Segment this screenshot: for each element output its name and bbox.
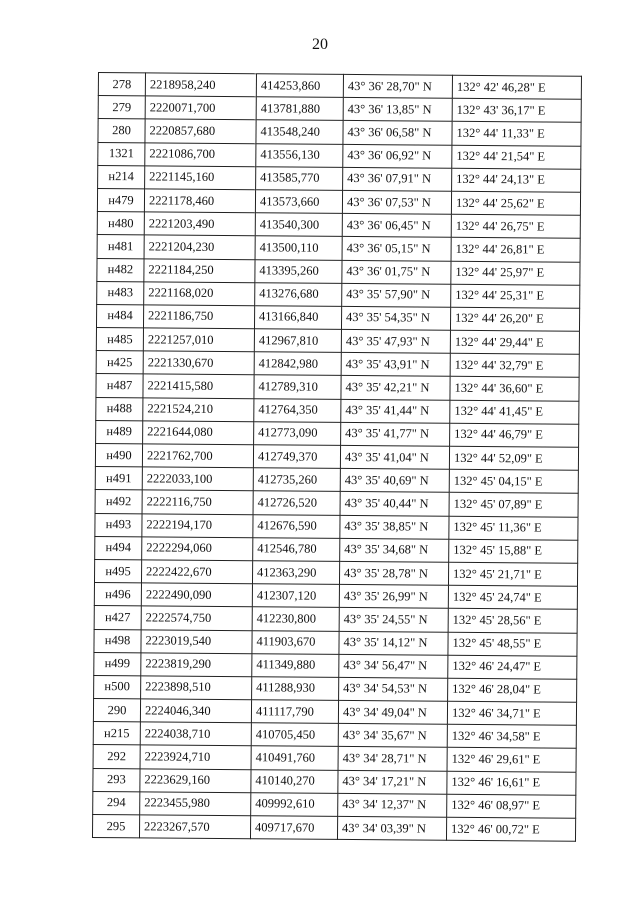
y-coordinate-cell: 411288,930 <box>252 677 339 701</box>
x-coordinate-cell: 2222574,750 <box>141 606 252 630</box>
point-number-cell: н498 <box>94 629 141 653</box>
y-coordinate-cell: 411349,880 <box>252 653 339 677</box>
longitude-cell: 132° 46' 16,61" E <box>447 771 576 795</box>
y-coordinate-cell: 411903,670 <box>252 630 339 654</box>
x-coordinate-cell: 2223819,290 <box>141 653 252 677</box>
longitude-cell: 132° 45' 11,36" E <box>449 516 578 540</box>
longitude-cell: 132° 46' 34,58" E <box>447 725 576 749</box>
x-coordinate-cell: 2224046,340 <box>140 699 251 723</box>
longitude-cell: 132° 44' 46,79" E <box>450 423 579 447</box>
y-coordinate-cell: 412764,350 <box>254 398 341 422</box>
latitude-cell: 43° 35' 41,77" N <box>341 422 450 446</box>
latitude-cell: 43° 35' 41,04" N <box>340 445 449 469</box>
point-number-cell: н479 <box>97 188 144 212</box>
point-number-cell: н494 <box>95 536 142 560</box>
x-coordinate-cell: 2222294,060 <box>142 537 253 561</box>
point-number-cell: н493 <box>95 513 142 537</box>
point-number-cell: 290 <box>93 699 140 723</box>
x-coordinate-cell: 2221257,010 <box>143 328 254 352</box>
x-coordinate-cell: 2220071,700 <box>145 96 256 120</box>
y-coordinate-cell: 413166,840 <box>254 306 341 330</box>
longitude-cell: 132° 44' 11,33" E <box>452 122 581 146</box>
x-coordinate-cell: 2223267,570 <box>139 815 250 839</box>
x-coordinate-cell: 2222490,090 <box>141 583 252 607</box>
y-coordinate-cell: 410491,760 <box>251 746 338 770</box>
latitude-cell: 43° 35' 57,90" N <box>342 283 451 307</box>
x-coordinate-cell: 2221203,490 <box>144 212 255 236</box>
y-coordinate-cell: 412967,810 <box>254 329 341 353</box>
point-number-cell: н484 <box>96 304 143 328</box>
latitude-cell: 43° 36' 13,85" N <box>343 98 452 122</box>
latitude-cell: 43° 34' 49,04" N <box>338 700 447 724</box>
x-coordinate-cell: 2221145,160 <box>145 166 256 190</box>
longitude-cell: 132° 44' 52,09" E <box>449 446 578 470</box>
x-coordinate-cell: 2221762,700 <box>142 444 253 468</box>
latitude-cell: 43° 34' 35,67" N <box>338 724 447 748</box>
longitude-cell: 132° 44' 21,54" E <box>452 145 581 169</box>
y-coordinate-cell: 413556,130 <box>256 143 343 167</box>
longitude-cell: 132° 44' 29,44" E <box>450 330 579 354</box>
x-coordinate-cell: 2221168,020 <box>144 282 255 306</box>
longitude-cell: 132° 46' 24,47" E <box>448 655 577 679</box>
latitude-cell: 43° 34' 28,71" N <box>338 747 447 771</box>
y-coordinate-cell: 410705,450 <box>251 723 338 747</box>
point-number-cell: н492 <box>95 490 142 514</box>
point-number-cell: н425 <box>96 351 143 375</box>
longitude-cell: 132° 43' 36,17" E <box>452 98 581 122</box>
y-coordinate-cell: 413540,300 <box>255 213 342 237</box>
latitude-cell: 43° 35' 26,99" N <box>339 585 448 609</box>
y-coordinate-cell: 413781,880 <box>256 97 343 121</box>
x-coordinate-cell: 2224038,710 <box>140 722 251 746</box>
y-coordinate-cell: 413573,660 <box>255 190 342 214</box>
table-row <box>92 814 575 841</box>
x-coordinate-cell: 2221644,080 <box>143 421 254 445</box>
x-coordinate-cell: 2223455,980 <box>140 792 251 816</box>
longitude-cell: 132° 46' 00,72" E <box>446 817 575 841</box>
x-coordinate-cell: 2221204,230 <box>144 235 255 259</box>
y-coordinate-cell: 409992,610 <box>251 793 338 817</box>
latitude-cell: 43° 34' 56,47" N <box>339 654 448 678</box>
point-number-cell: н496 <box>94 583 141 607</box>
longitude-cell: 132° 44' 25,97" E <box>451 261 580 285</box>
x-coordinate-cell: 2222116,750 <box>142 490 253 514</box>
x-coordinate-cell: 2221184,250 <box>144 258 255 282</box>
latitude-cell: 43° 35' 14,12" N <box>339 631 448 655</box>
point-number-cell: 294 <box>93 791 140 815</box>
x-coordinate-cell: 2223924,710 <box>140 745 251 769</box>
latitude-cell: 43° 35' 40,69" N <box>340 469 449 493</box>
latitude-cell: 43° 34' 54,53" N <box>339 677 448 701</box>
coordinates-table-body <box>92 73 581 842</box>
latitude-cell: 43° 34' 03,39" N <box>337 816 446 840</box>
longitude-cell: 132° 44' 41,45" E <box>450 400 579 424</box>
latitude-cell: 43° 35' 38,85" N <box>340 515 449 539</box>
longitude-cell: 132° 45' 28,56" E <box>448 609 577 633</box>
point-number-cell: н483 <box>97 281 144 305</box>
y-coordinate-cell: 412546,780 <box>253 537 340 561</box>
latitude-cell: 43° 35' 40,44" N <box>340 492 449 516</box>
y-coordinate-cell: 412773,090 <box>254 422 341 446</box>
longitude-cell: 132° 44' 26,75" E <box>451 214 580 238</box>
point-number-cell: н488 <box>96 397 143 421</box>
point-number-cell: н487 <box>96 374 143 398</box>
longitude-cell: 132° 46' 28,04" E <box>448 678 577 702</box>
point-number-cell: н500 <box>94 675 141 699</box>
x-coordinate-cell: 2223629,160 <box>140 768 251 792</box>
y-coordinate-cell: 412749,370 <box>253 445 340 469</box>
latitude-cell: 43° 35' 24,55" N <box>339 608 448 632</box>
x-coordinate-cell: 2221086,700 <box>145 142 256 166</box>
coordinates-table <box>92 72 582 842</box>
x-coordinate-cell: 2221415,580 <box>143 374 254 398</box>
x-coordinate-cell: 2223898,510 <box>141 676 252 700</box>
point-number-cell: н490 <box>95 443 142 467</box>
x-coordinate-cell: 2218958,240 <box>145 73 256 97</box>
latitude-cell: 43° 35' 54,35" N <box>341 306 450 330</box>
y-coordinate-cell: 409717,670 <box>250 816 337 840</box>
point-number-cell: н427 <box>94 606 141 630</box>
point-number-cell: н214 <box>98 165 145 189</box>
point-number-cell: н491 <box>95 467 142 491</box>
longitude-cell: 132° 45' 24,74" E <box>448 585 577 609</box>
latitude-cell: 43° 36' 06,45" N <box>342 214 451 238</box>
x-coordinate-cell: 2221330,670 <box>143 351 254 375</box>
latitude-cell: 43° 36' 06,92" N <box>343 144 452 168</box>
y-coordinate-cell: 413276,680 <box>255 282 342 306</box>
longitude-cell: 132° 46' 29,61" E <box>447 748 576 772</box>
point-number-cell: н495 <box>94 559 141 583</box>
y-coordinate-cell: 412726,520 <box>253 491 340 515</box>
point-number-cell: н499 <box>94 652 141 676</box>
latitude-cell: 43° 35' 43,91" N <box>341 353 450 377</box>
y-coordinate-cell: 412735,260 <box>253 468 340 492</box>
longitude-cell: 132° 42' 46,28" E <box>452 75 581 99</box>
longitude-cell: 132° 46' 08,97" E <box>447 794 576 818</box>
point-number-cell: 278 <box>98 73 145 97</box>
y-coordinate-cell: 411117,790 <box>251 700 338 724</box>
y-coordinate-cell: 410140,270 <box>251 769 338 793</box>
y-coordinate-cell: 412789,310 <box>254 375 341 399</box>
y-coordinate-cell: 412842,980 <box>254 352 341 376</box>
longitude-cell: 132° 45' 07,89" E <box>449 493 578 517</box>
x-coordinate-cell: 2222194,170 <box>142 513 253 537</box>
longitude-cell: 132° 44' 24,13" E <box>452 168 581 192</box>
x-coordinate-cell: 2222422,670 <box>141 560 252 584</box>
longitude-cell: 132° 44' 26,81" E <box>451 238 580 262</box>
latitude-cell: 43° 36' 07,91" N <box>343 167 452 191</box>
x-coordinate-cell: 2223019,540 <box>141 629 252 653</box>
page-number: 20 <box>312 36 328 53</box>
latitude-cell: 43° 34' 17,21" N <box>338 770 447 794</box>
latitude-cell: 43° 35' 42,21" N <box>341 376 450 400</box>
y-coordinate-cell: 412676,590 <box>253 514 340 538</box>
x-coordinate-cell: 2220857,680 <box>145 119 256 143</box>
point-number-cell: 295 <box>92 814 139 838</box>
latitude-cell: 43° 36' 28,70" N <box>343 74 452 98</box>
y-coordinate-cell: 413395,260 <box>255 259 342 283</box>
y-coordinate-cell: 414253,860 <box>256 74 343 98</box>
longitude-cell: 132° 45' 48,55" E <box>448 632 577 656</box>
latitude-cell: 43° 35' 28,78" N <box>339 561 448 585</box>
latitude-cell: 43° 35' 47,93" N <box>341 329 450 353</box>
point-number-cell: н215 <box>93 722 140 746</box>
longitude-cell: 132° 44' 26,20" E <box>450 307 579 331</box>
point-number-cell: 292 <box>93 745 140 769</box>
point-number-cell: 279 <box>98 96 145 120</box>
longitude-cell: 132° 45' 04,15" E <box>449 469 578 493</box>
y-coordinate-cell: 412307,120 <box>252 584 339 608</box>
longitude-cell: 132° 44' 36,60" E <box>450 377 579 401</box>
point-number-cell: н481 <box>97 235 144 259</box>
y-coordinate-cell: 413585,770 <box>256 166 343 190</box>
latitude-cell: 43° 34' 12,37" N <box>338 793 447 817</box>
point-number-cell: 293 <box>93 768 140 792</box>
longitude-cell: 132° 45' 21,71" E <box>448 562 577 586</box>
latitude-cell: 43° 36' 06,58" N <box>343 121 452 145</box>
y-coordinate-cell: 412363,290 <box>252 561 339 585</box>
point-number-cell: н482 <box>97 258 144 282</box>
x-coordinate-cell: 2221178,460 <box>144 189 255 213</box>
y-coordinate-cell: 413548,240 <box>256 120 343 144</box>
point-number-cell: 280 <box>98 119 145 143</box>
longitude-cell: 132° 44' 25,62" E <box>451 191 580 215</box>
latitude-cell: 43° 36' 07,53" N <box>342 190 451 214</box>
longitude-cell: 132° 44' 25,31" E <box>451 284 580 308</box>
latitude-cell: 43° 36' 01,75" N <box>342 260 451 284</box>
x-coordinate-cell: 2222033,100 <box>142 467 253 491</box>
point-number-cell: н489 <box>96 420 143 444</box>
latitude-cell: 43° 35' 41,44" N <box>341 399 450 423</box>
point-number-cell: 1321 <box>98 142 145 166</box>
point-number-cell: н480 <box>97 212 144 236</box>
longitude-cell: 132° 44' 32,79" E <box>450 354 579 378</box>
latitude-cell: 43° 36' 05,15" N <box>342 237 451 261</box>
y-coordinate-cell: 413500,110 <box>255 236 342 260</box>
x-coordinate-cell: 2221186,750 <box>143 305 254 329</box>
longitude-cell: 132° 45' 15,88" E <box>449 539 578 563</box>
y-coordinate-cell: 412230,800 <box>252 607 339 631</box>
longitude-cell: 132° 46' 34,71" E <box>447 701 576 725</box>
latitude-cell: 43° 35' 34,68" N <box>340 538 449 562</box>
point-number-cell: н485 <box>96 328 143 352</box>
x-coordinate-cell: 2221524,210 <box>143 397 254 421</box>
